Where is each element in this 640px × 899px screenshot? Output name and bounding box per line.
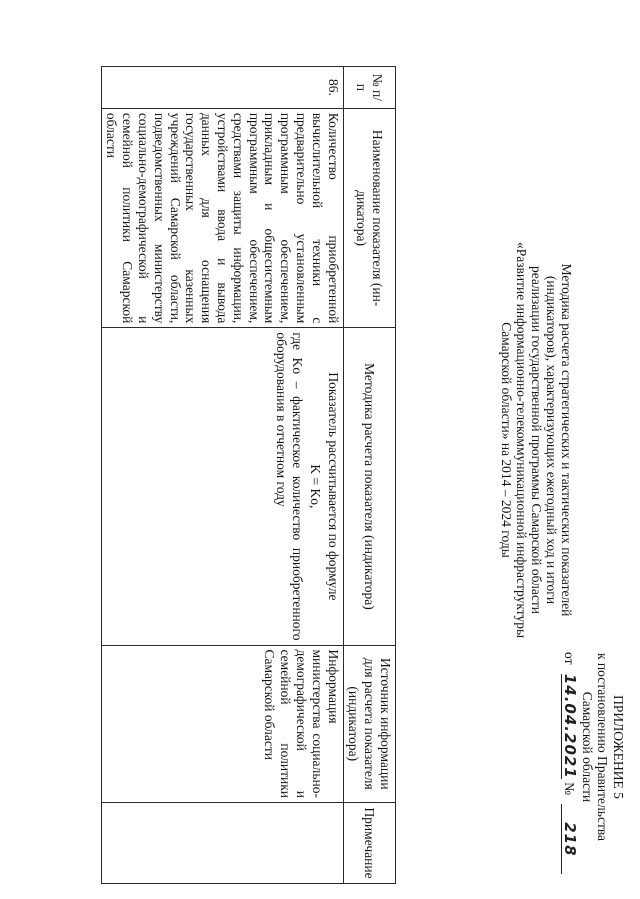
appendix-title: ПРИЛОЖЕНИЕ 5 <box>611 695 626 799</box>
calculation-method <box>101 328 343 645</box>
handwritten-number: 218 <box>561 804 578 874</box>
heading-line-4: «Развитие информационно-телекоммуникационной инфраструктуры <box>514 241 529 639</box>
method-intro: Показатель рассчитывается по формуле <box>325 372 341 601</box>
document-heading <box>499 160 574 720</box>
header-information-source: Источник информации для расчета показателя (индикатора) <box>343 645 395 803</box>
date-prefix: от <box>562 652 578 665</box>
heading-line-2: (индикаторов), характеризующих ежегодный ход и итоги <box>544 275 559 605</box>
row-number: 86. <box>101 67 343 109</box>
handwritten-date: 14.04.2021 <box>561 673 580 779</box>
note-cell <box>101 803 343 884</box>
approval-line-2: Самарской области <box>580 691 595 803</box>
header-note: Примечание <box>343 803 395 884</box>
number-prefix: № <box>562 782 578 796</box>
indicators-table <box>101 66 396 884</box>
method-formula: K = Ko, <box>307 464 323 509</box>
header-number: № п/п <box>343 67 395 109</box>
heading-line-1: Методика расчета стратегических и тактических показателей <box>559 263 574 617</box>
information-source: Информация министерства социально-демографической и семейной политики Самарской области <box>101 645 343 803</box>
heading-line-5: Самарской области» на 2014 – 2024 годы <box>499 322 514 558</box>
heading-line-3: реализации государственной программы Самарской области <box>529 265 544 614</box>
table-row <box>101 67 343 884</box>
header-calculation-method: Методика расчета показателя (индикатора) <box>343 328 395 645</box>
header-indicator-name: Наименование показателя (ин-дикатора) <box>343 108 395 328</box>
approval-line-1: к постановлению Правительства <box>595 652 611 842</box>
method-description: где Ko – фактическое количество приобретенного оборудования в отчетном году <box>274 332 306 641</box>
table-header-row <box>343 67 395 884</box>
indicator-name: Количество приобретенной вычислительной техники с предварительно установленным программным обеспечением, прикладным и общесистемным программным обеспечением, средствами защиты информации, устройствами ввода и вывода данных для оснащения государственных казенных учреждений Самарской области, подведомственных министерству социально-демографической и семейной политики Самарской области <box>101 108 343 328</box>
